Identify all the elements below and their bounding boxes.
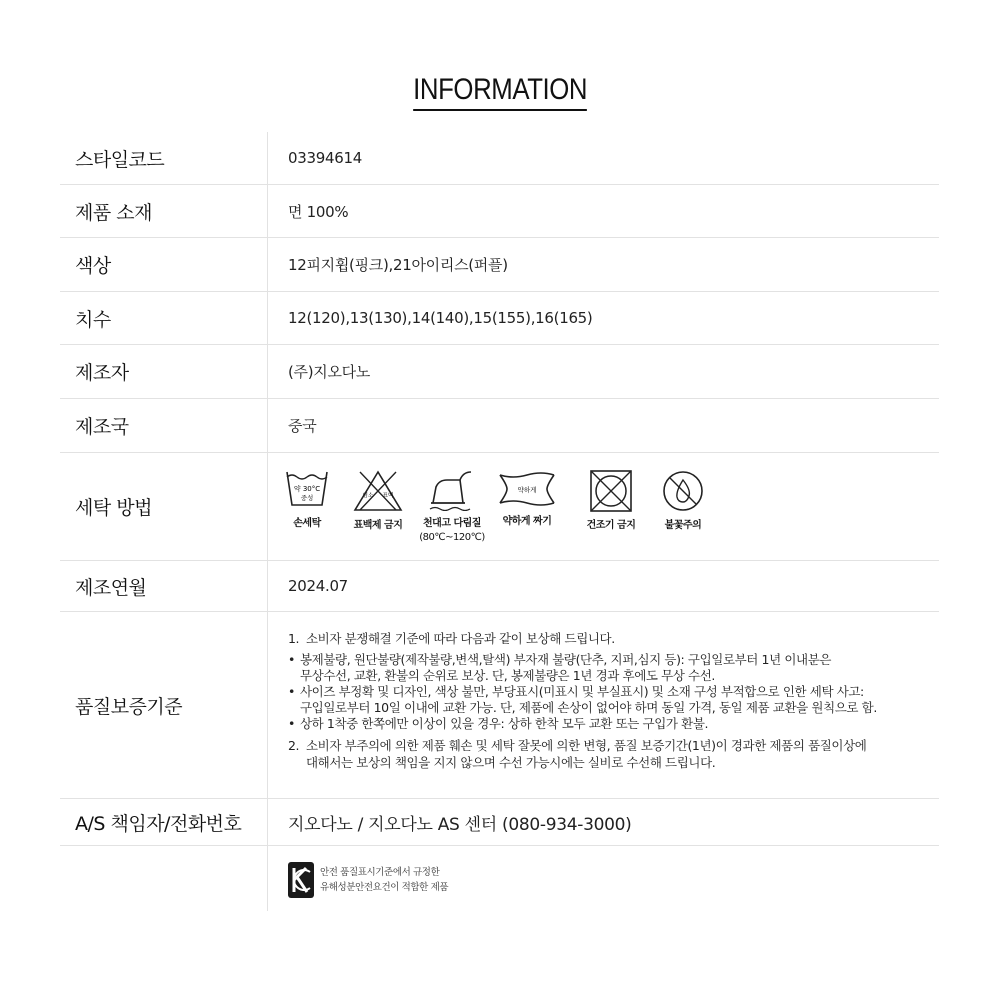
value-date: 2024.07 — [288, 577, 348, 595]
wash-label-flame: 불꽃주의 — [664, 520, 702, 531]
row-quality — [60, 612, 939, 799]
quality-bullet-1: • 봉제불량, 원단불량(제작불량,변색,탈색) 부자재 불량(단추, 지퍼,심지 등): 구입일로부터 1년 이내분은 무상수선, 교환, 환불의 순위로 보상. 단, 봉제불량은 1년 경과 후에도 무상 수선. — [288, 652, 832, 683]
value-country: 중국 — [288, 417, 317, 435]
label-washing: 세탁 방법 — [75, 497, 152, 519]
washing-icons — [284, 469, 710, 544]
wash-label-iron: 천대고 다림질 — [423, 518, 481, 529]
svg-text:표백: 표백 — [382, 493, 394, 499]
value-manufacturer: (주)지오다노 — [288, 363, 371, 381]
label-as-contact: A/S 책임자/전화번호 — [75, 812, 242, 835]
row-size — [60, 292, 939, 345]
kc-logo-icon — [288, 862, 314, 898]
wash-label-no-bleach: 표백제 금지 — [353, 520, 403, 531]
row-kc — [60, 846, 939, 917]
svg-text:중성: 중성 — [300, 494, 314, 502]
row-color — [60, 238, 939, 292]
quality-item-2: 2. 소비자 부주의에 의한 제품 훼손 및 세탁 잘못에 의한 변형, 품질 보증기간(1년)이 경과한 제품의 품질이상에 대해서는 보상의 책임을 지지 않으며 수선 가능시에는 실비로 수선해 드립니다. — [288, 738, 867, 770]
svg-text:약하게: 약하게 — [517, 486, 537, 494]
label-date: 제조연월 — [75, 576, 147, 599]
quality-bullet-3: • 상하 1착중 한쪽에만 이상이 있을 경우: 상하 한착 모두 교환 또는 구입가 환불. — [288, 716, 709, 731]
row-washing — [60, 453, 939, 561]
label-material: 제품 소재 — [75, 201, 152, 224]
wash-item-iron — [416, 469, 488, 544]
row-date — [60, 561, 939, 612]
row-as-contact — [60, 799, 939, 846]
value-as-contact: 지오다노 / 지오다노 AS 센터 (080-934-3000) — [288, 814, 632, 835]
kc-text: 안전 품질표시기준에서 규정한 유해성분안전요건이 적합한 제품 — [320, 867, 449, 893]
quality-item-1: 1. 소비자 분쟁해결 기준에 따라 다음과 같이 보상해 드립니다. — [288, 631, 615, 646]
wash-item-hand-wash — [284, 469, 330, 544]
row-country — [60, 399, 939, 453]
quality-bullet-2: • 사이즈 부정확 및 디자인, 색상 불만, 부당표시(미표시 및 부실표시) 및 소재 구성 부적합으로 인한 세탁 사고: 구입일로부터 10일 이내에 교환 가능. 단, 제품에 손상이 없어야 하며 동일 가격, 동일 제품 교환을 원칙으로 함. — [288, 684, 877, 715]
value-size: 12(120),13(130),14(140),15(155),16(165) — [288, 309, 593, 327]
label-size: 치수 — [75, 308, 111, 331]
wash-item-no-dryer — [580, 469, 642, 544]
wash-item-flame — [656, 469, 710, 544]
value-material: 면 100% — [288, 202, 349, 221]
label-manufacturer: 제조자 — [75, 362, 129, 384]
no-bleach-icon — [352, 469, 404, 513]
row-material — [60, 185, 939, 238]
wash-item-no-bleach — [348, 469, 408, 544]
wash-item-wring — [496, 469, 558, 544]
flame-caution-icon — [661, 469, 705, 513]
page-title-wrap — [0, 72, 1000, 111]
iron-icon — [427, 469, 477, 511]
page-title: INFORMATION — [413, 72, 587, 111]
info-table — [60, 132, 939, 917]
value-color: 12피지휩(핑크),21아이리스(퍼플) — [288, 256, 508, 274]
wash-label-hand-wash: 손세탁 — [293, 518, 321, 529]
row-manufacturer — [60, 345, 939, 399]
kc-mark — [288, 862, 448, 898]
wash-label-wring: 약하게 짜기 — [502, 516, 552, 527]
label-style-code: 스타일코드 — [75, 148, 165, 171]
wash-label-no-dryer: 건조기 금지 — [586, 520, 636, 531]
wash-sub-iron-temp: (80℃~120℃) — [419, 532, 485, 543]
no-tumble-dry-icon — [589, 469, 633, 513]
row-style-code — [60, 132, 939, 185]
svg-text:염소: 염소 — [362, 493, 374, 499]
gentle-wring-icon — [497, 469, 557, 509]
label-country: 제조국 — [75, 416, 129, 438]
svg-text:약 30°C: 약 30°C — [293, 485, 321, 493]
label-color: 색상 — [75, 255, 111, 277]
label-quality: 품질보증기준 — [75, 695, 183, 718]
hand-wash-icon — [285, 469, 329, 511]
value-style-code: 03394614 — [288, 149, 362, 167]
quality-text — [288, 630, 928, 771]
